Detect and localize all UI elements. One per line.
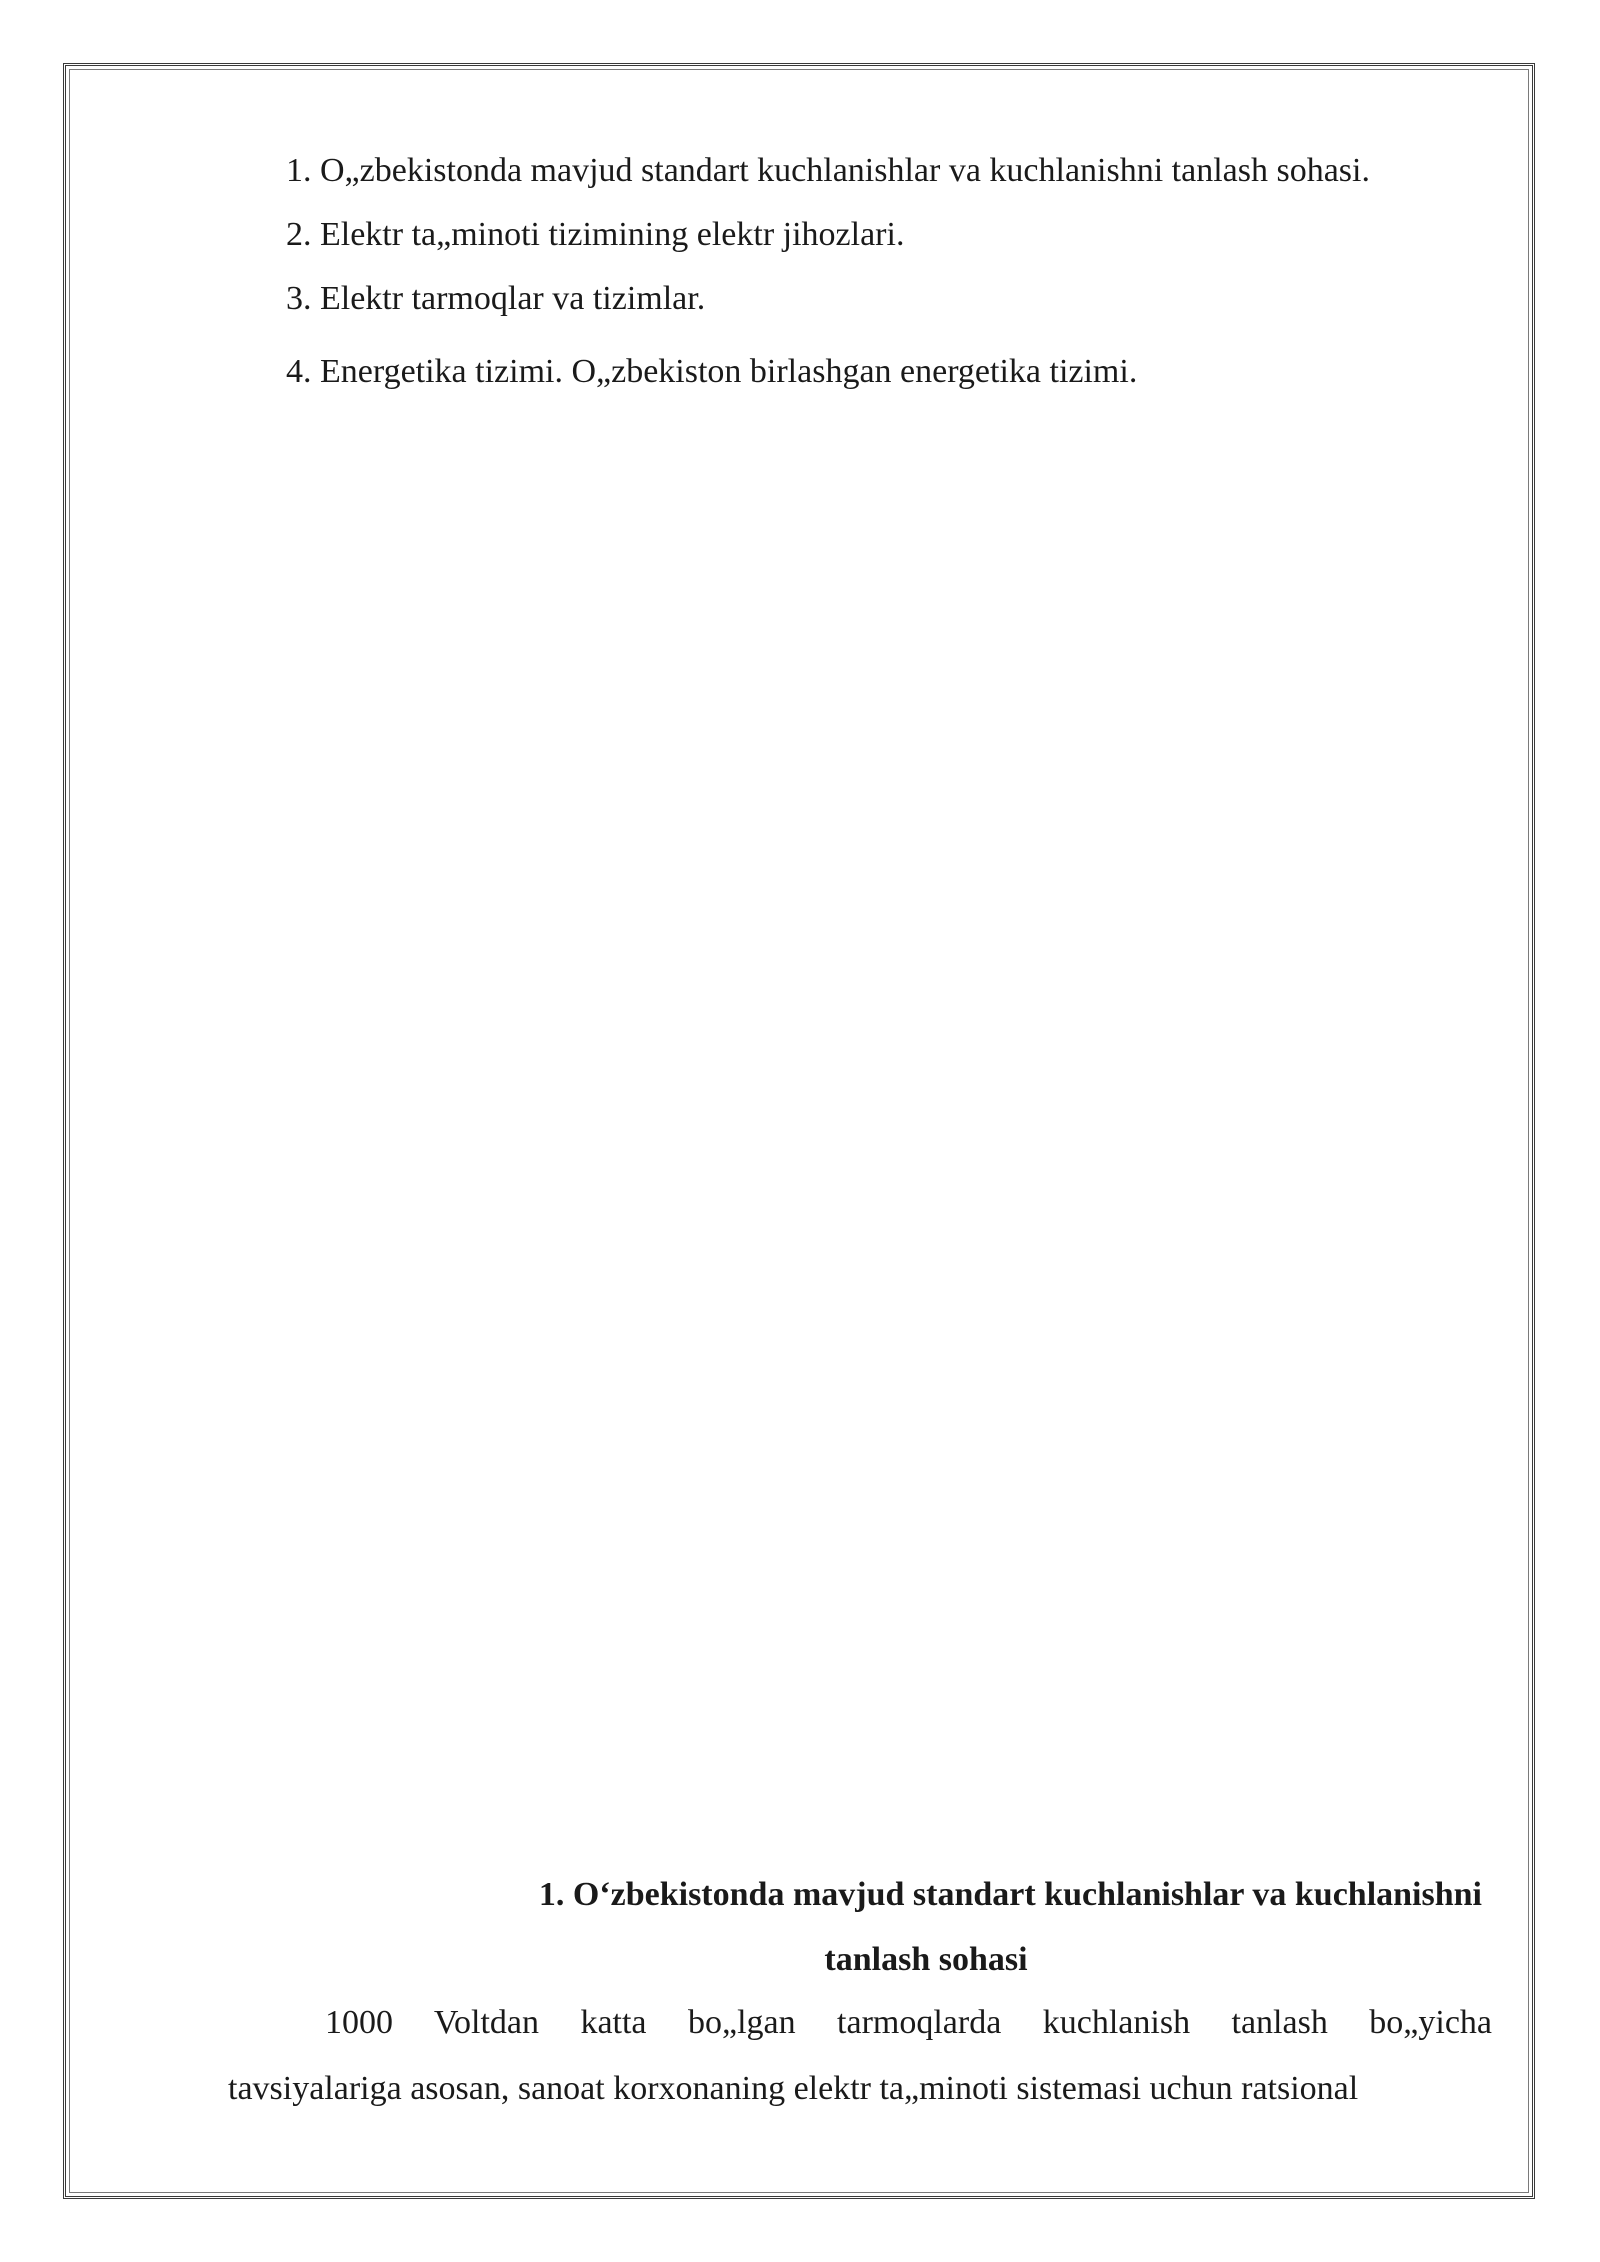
table-of-contents <box>286 151 1370 392</box>
paragraph-line-2: tavsiyalariga asosan, sanoat korxonaning elektr ta„minoti sistemasi uchun ratsional <box>228 2070 1359 2107</box>
section-heading <box>230 1862 1492 1992</box>
paragraph-line-1: 1000 Voltdan katta bo„lgan tarmoqlarda kuchlanish tanlash bo„yicha <box>325 2004 1492 2041</box>
section-heading-line-1: 1. O‘zbekistonda mavjud standart kuchlanishlar va kuchlanishni <box>538 1876 1482 1913</box>
toc-item-3: 3. Elektr tarmoqlar va tizimlar. <box>286 280 706 317</box>
toc-item-4: 4. Energetika tizimi. O„zbekiston birlashgan energetika tizimi. <box>286 353 1138 390</box>
section-heading-line-2: tanlash sohasi <box>824 1941 1028 1978</box>
toc-item-2: 2. Elektr ta„minoti tizimining elektr jihozlari. <box>286 216 905 253</box>
toc-item-1: 1. O„zbekistonda mavjud standart kuchlanishlar va kuchlanishni tanlash sohasi. <box>286 152 1370 189</box>
body-paragraph <box>228 1990 1492 2122</box>
